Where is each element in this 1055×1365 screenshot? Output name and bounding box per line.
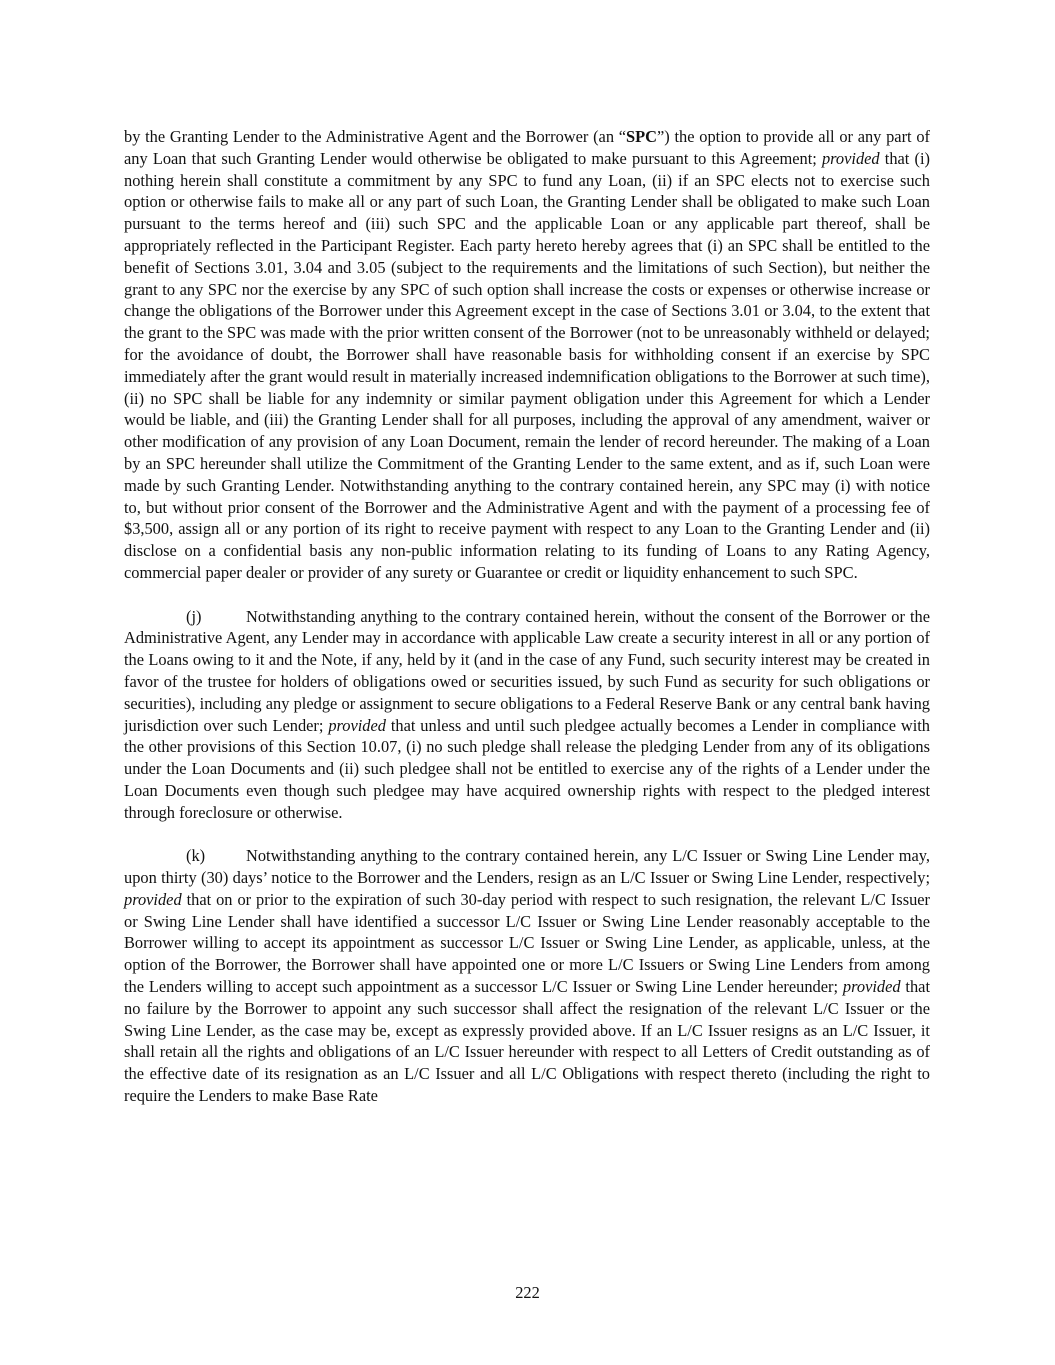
- clause-label-j: (j): [186, 606, 202, 626]
- text-run: that unless and until such pledgee actually becomes a Lender in compliance with the other provisions of this Section 10.07, (i) no such pledge shall release the pledging Lender from any of its obligations under the Loan Documents and (ii) such pledgee shall not be entitled to exercise any of the rights of a Lender under the Loan Documents even though such pledgee may have acquired ownership rights with respect to the pledged interest through foreclosure or otherwise.: [124, 715, 931, 822]
- document-body: [124, 126, 930, 1129]
- defined-term-spc: SPC: [626, 127, 658, 146]
- text-run: Notwithstanding anything to the contrary contained herein, without the consent of the Borrower or the Administrative Agent, any Lender may in accordance with applicable Law create a security interest in all or any portion of the Loans owing to it and the Note, if any, held by it (and in the case of any Fund, such security interest may be created in favor of the trustee for holders of obligations owed or securities issued, by such Fund as security for such obligations or securities), including any pledge or assignment to secure obligations to a Federal Reserve Bank or any central bank having jurisdiction over such Lender;: [124, 606, 930, 735]
- text-run: ”) the option to provide all or any part of any Loan that such Granting Lender would otherwise be obligated to make pursuant to this Agreement;: [124, 127, 930, 168]
- text-run: that no failure by the Borrower to appoint any such successor shall affect the resignation of the relevant L/C Issuer or the Swing Line Lender, as the case may be, except as expressly provided above. If an L/C Issuer resigns as an L/C Issuer, it shall retain all the rights and obligations of an L/C Issuer hereunder with respect to all Letters of Credit outstanding as of the effective date of its resignation as an L/C Issuer and all L/C Obligations with respect thereto (including the right to require the Lenders to make Base Rate: [124, 977, 930, 1106]
- text-run: by the Granting Lender to the Administrative Agent and the Borrower (an “: [124, 127, 627, 146]
- paragraph-j: [124, 606, 930, 824]
- italic-provided: provided: [328, 715, 386, 735]
- page-number: 222: [515, 1283, 540, 1302]
- italic-provided: provided: [842, 977, 901, 997]
- italic-provided: provided: [821, 148, 880, 168]
- italic-provided: provided: [124, 889, 182, 909]
- text-run: that (i) nothing herein shall constitute a commitment by any SPC to fund any Loan, (ii) if an SPC elects not to exercise such option or otherwise fails to make all or any part of such Loan, the Granting Lender shall be obligated to make such Loan pursuant to the terms hereof and (iii) such SPC and the applicable Loan or any applicable part thereof, shall be appropriately reflected in the Participant Register. Each party hereto hereby agrees that (i) an SPC shall be entitled to the benefit of Sections 3.01, 3.04 and 3.05 (subject to the requirements and the limitations of such Section), but neither the grant to any SPC nor the exercise by any SPC of such option shall increase the costs or expenses or otherwise increase or change the obligations of the Borrower under this Agreement except in the case of Sections 3.01 or 3.04, to the extent that the grant to the SPC was made with the prior written consent of the Borrower (not to be unreasonably withheld or delayed; for the avoidance of doubt, the Borrower shall have reasonable basis for withholding consent if an exercise by SPC immediately after the grant would result in materially increased indemnification obligations to the Borrower at such time), (ii) no SPC shall be liable for any indemnity or similar payment obligation under this Agreement for which a Lender would be liable, and (iii) the Granting Lender shall for all purposes, including the approval of any amendment, waiver or other modification of any provision of any Loan Document, remain the lender of record hereunder. The making of a Loan by an SPC hereunder shall utilize the Commitment of the Granting Lender to the same extent, and as if, such Loan were made by such Granting Lender. Notwithstanding anything to the contrary contained herein, any SPC may (i) with notice to, but without prior consent of the Borrower and the Administrative Agent and with the payment of a processing fee of $3,500, assign all or any portion of its right to receive payment with respect to any Loan to the Granting Lender and (ii) disclose on a confidential basis any non-public information relating to its funding of Loans to any Rating Agency, commercial paper dealer or provider of any surety or Guarantee or credit or liquidity enhancement to such SPC.: [124, 148, 930, 582]
- clause-label-k: (k): [186, 846, 206, 866]
- text-run: Notwithstanding anything to the contrary contained herein, any L/C Issuer or Swing Line Lender may, upon thirty (30) days’ notice to the Borrower and the Lenders, resign as an L/C Issuer or Swing Line Lender, respectively;: [124, 846, 930, 888]
- text-run: that on or prior to the expiration of such 30-day period with respect to such resignation, the relevant L/C Issuer or Swing Line Lender shall have identified a successor L/C Issuer or Swing Line Lender reasonably acceptable to the Borrower willing to accept its appointment as successor L/C Issuer or Swing Line Lender, as applicable, unless, at the option of the Borrower, the Borrower shall have appointed one or more L/C Issuers or Swing Line Lenders from among the Lenders willing to accept such appointment as a successor L/C Issuer or Swing Line Lender hereunder;: [124, 889, 930, 997]
- paragraph-k: [124, 845, 930, 1107]
- paragraph-spc-continuation: [124, 126, 930, 584]
